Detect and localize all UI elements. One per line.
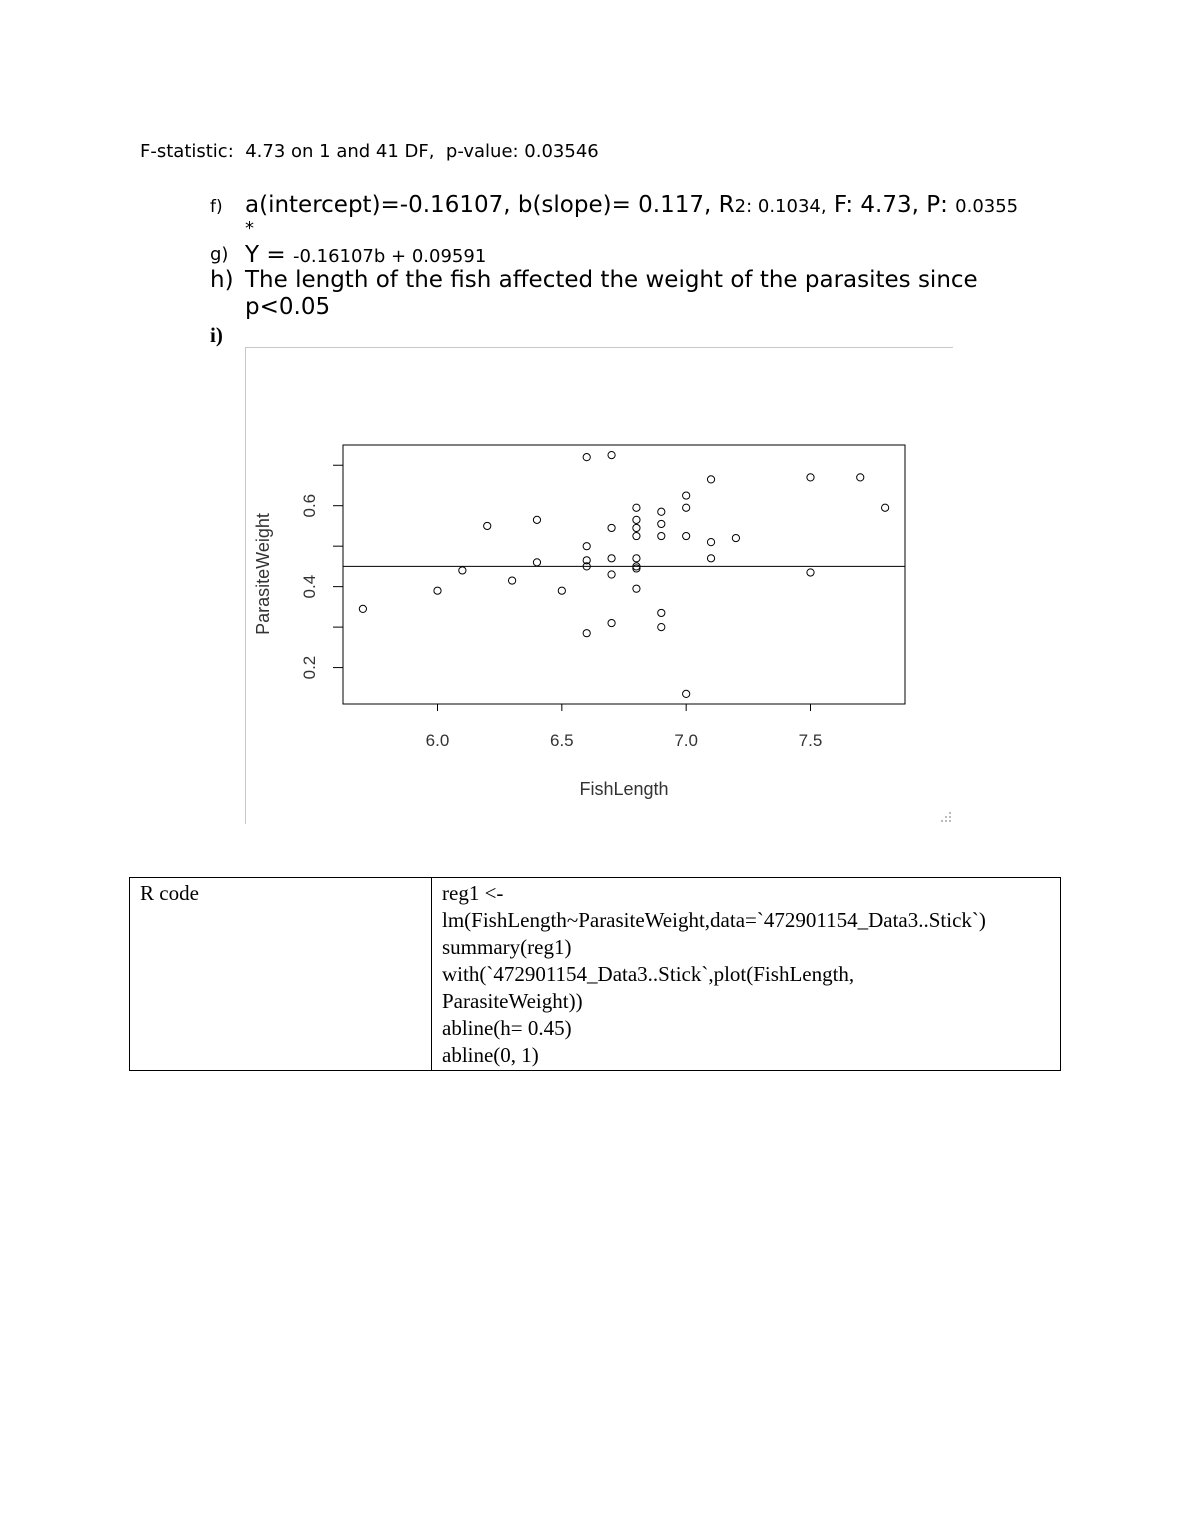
data-point: [882, 504, 889, 511]
answer-g-part1: Y =: [245, 242, 293, 268]
data-point: [683, 690, 690, 697]
data-point: [857, 474, 864, 481]
scatter-plot-image: [245, 347, 953, 824]
data-point: [683, 492, 690, 499]
data-point: [583, 543, 590, 550]
data-point: [807, 569, 814, 576]
data-point: [707, 539, 714, 546]
answer-f-marker: f): [210, 197, 223, 217]
data-point: [608, 619, 615, 626]
data-point: [658, 609, 665, 616]
data-point: [633, 504, 640, 511]
data-point: [558, 587, 565, 594]
answer-f-part4: 0.0355: [955, 196, 1019, 217]
data-point: [583, 630, 590, 637]
answer-g-text: [245, 242, 486, 268]
answer-h-text: The length of the fish affected the weight of the parasites since p<0.05: [245, 267, 978, 320]
code-line: lm(FishLength~ParasiteWeight,data=`472901154_Data3..Stick`): [442, 908, 986, 932]
data-point: [683, 532, 690, 539]
data-point: [732, 534, 739, 541]
data-point: [633, 585, 640, 592]
data-point: [508, 577, 515, 584]
x-tick-label: 7.5: [798, 731, 823, 750]
data-point: [633, 516, 640, 523]
data-point: [707, 476, 714, 483]
f-statistic-line: F-statistic: 4.73 on 1 and 41 DF, p-value: 0.03546: [140, 141, 599, 162]
data-point: [359, 605, 366, 612]
data-point: [533, 516, 540, 523]
y-tick-label: 0.2: [300, 655, 319, 680]
data-point: [658, 508, 665, 515]
answer-g-marker: g): [210, 244, 229, 265]
answer-g-part2: -0.16107b + 0.09591: [292, 246, 487, 267]
x-tick-label: 6.5: [550, 731, 574, 750]
data-point: [633, 555, 640, 562]
r-code-label: R code: [130, 878, 432, 1071]
data-point: [583, 454, 590, 461]
x-tick-label: 6.0: [425, 731, 450, 750]
resize-grip-icon: [941, 812, 951, 822]
code-line: summary(reg1): [442, 935, 572, 959]
data-point: [658, 532, 665, 539]
answer-i-marker: i): [210, 323, 223, 347]
code-line: with(`472901154_Data3..Stick`,plot(FishLength,: [442, 962, 855, 986]
code-line: abline(h= 0.45): [442, 1016, 572, 1040]
y-axis: [300, 465, 343, 679]
answer-f-part1: a(intercept)=-0.16107, b(slope)= 0.117, R: [245, 192, 735, 218]
answer-f-star: *: [245, 218, 254, 239]
code-line: abline(0, 1): [442, 1043, 539, 1067]
answer-f-part2: : 0.1034,: [746, 196, 827, 217]
data-point: [658, 520, 665, 527]
r-code-cell: [432, 878, 1061, 1071]
y-tick-label: 0.4: [300, 574, 319, 599]
data-point: [484, 522, 491, 529]
answer-h-marker: h): [210, 267, 234, 293]
data-point: [633, 532, 640, 539]
data-point: [459, 567, 466, 574]
data-point: [608, 524, 615, 531]
answer-f-subscript: 2: [734, 196, 747, 217]
y-tick-label: 0.6: [300, 493, 319, 518]
x-axis: [426, 704, 823, 750]
data-point: [707, 555, 714, 562]
data-point: [683, 504, 690, 511]
data-point: [633, 524, 640, 531]
scatter-plot: [246, 348, 953, 824]
r-code-table: [129, 877, 1061, 1071]
code-line: ParasiteWeight)): [442, 989, 583, 1013]
data-point: [533, 559, 540, 566]
data-point: [658, 624, 665, 631]
y-axis-label: ParasiteWeight: [253, 513, 273, 635]
data-point: [434, 587, 441, 594]
code-line: reg1 <-: [442, 881, 504, 905]
plot-box: [343, 445, 905, 704]
data-point: [608, 571, 615, 578]
data-point: [608, 555, 615, 562]
answer-f-text: [245, 192, 1018, 218]
x-axis-label: FishLength: [579, 779, 669, 799]
data-point: [807, 474, 814, 481]
table-row: [130, 878, 1061, 1071]
x-tick-label: 7.0: [674, 731, 698, 750]
answer-f-part3: F: 4.73, P:: [826, 192, 956, 218]
data-points: [359, 452, 888, 698]
data-point: [608, 452, 615, 459]
